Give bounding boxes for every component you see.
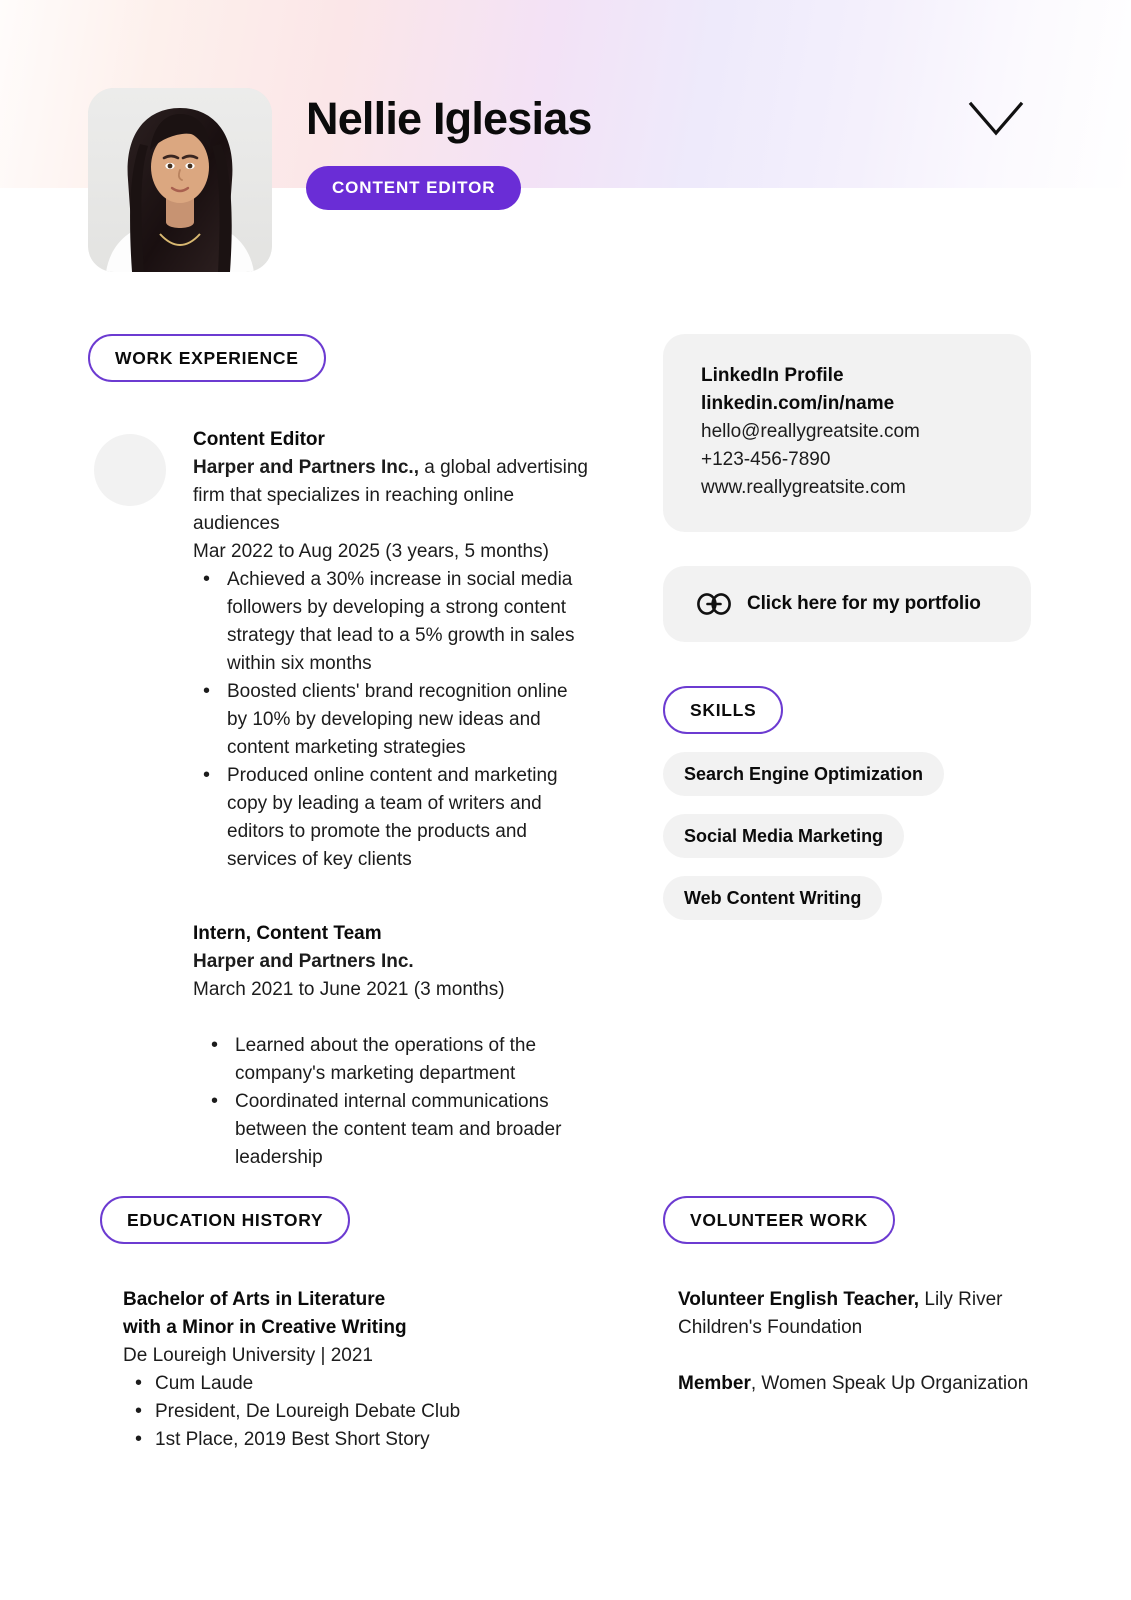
job-title: Intern, Content Team: [193, 923, 382, 944]
list-item: • Cum Laude: [123, 1370, 620, 1398]
website-url[interactable]: www.reallygreatsite.com: [701, 477, 906, 498]
portfolio-link-label: Click here for my portfolio: [747, 593, 981, 614]
right-column: [663, 334, 1031, 920]
job-company: [193, 454, 588, 538]
list-item: • 1st Place, 2019 Best Short Story: [123, 1426, 620, 1454]
list-item: • President, De Loureigh Debate Club: [123, 1398, 620, 1426]
work-entry-1: [88, 426, 588, 874]
left-column: [88, 334, 588, 1172]
role-badge: CONTENT EDITOR: [306, 166, 521, 210]
job-company-bold: Harper and Partners Inc.,: [193, 457, 419, 478]
education-school: De Loureigh University | 2021: [123, 1345, 373, 1366]
list-item: • Achieved a 30% increase in social media followers by developing a strong content strategy that lead to a 5% growth in sales within six months: [193, 566, 588, 678]
linkedin-label: LinkedIn Profile: [701, 365, 844, 386]
list-item: • Produced online content and marketing copy by leading a team of writers and editors to promote the products and services of key clients: [193, 762, 588, 874]
skill-pill: Social Media Marketing: [663, 814, 904, 858]
skills-list: [663, 734, 1031, 920]
job-company-description: a global advertising firm that specializes in reaching online audiences: [193, 457, 588, 534]
job-bullets: [193, 566, 588, 874]
job-dates: Mar 2022 to Aug 2025 (3 years, 5 months): [193, 541, 549, 562]
work-entry-2: [193, 920, 588, 1172]
company-logo-placeholder: [94, 434, 166, 506]
job-company-bold: Harper and Partners Inc.: [193, 951, 414, 972]
list-item: • Boosted clients' brand recognition online by 10% by developing new ideas and content marketing strategies: [193, 678, 588, 762]
skill-pill: Search Engine Optimization: [663, 752, 944, 796]
avatar: [88, 88, 272, 272]
section-heading-skills: SKILLS: [663, 686, 783, 734]
linkedin-url[interactable]: linkedin.com/in/name: [701, 393, 895, 414]
job-bullets: [193, 1032, 588, 1172]
volunteer-section: [663, 1196, 1043, 1398]
volunteer-role: Member: [678, 1373, 751, 1394]
contact-card: [663, 334, 1031, 532]
link-icon: [697, 593, 731, 615]
education-section: [100, 1196, 620, 1454]
section-heading-volunteer-work: VOLUNTEER WORK: [663, 1196, 895, 1244]
email-address[interactable]: hello@reallygreatsite.com: [701, 421, 920, 442]
education-degree-line-1: Bachelor of Arts in Literature: [123, 1289, 386, 1310]
job-dates: March 2021 to June 2021 (3 months): [193, 979, 505, 1000]
volunteer-entry: [678, 1370, 1043, 1398]
volunteer-org: Lily River Children's Foundation: [678, 1289, 1003, 1338]
volunteer-entry: [678, 1286, 1043, 1342]
list-item: • Learned about the operations of the company's marketing department: [201, 1032, 588, 1088]
job-title: Content Editor: [193, 429, 325, 450]
section-heading-work-experience: WORK EXPERIENCE: [88, 334, 326, 382]
chevron-down-icon[interactable]: [968, 100, 1024, 140]
phone-number[interactable]: +123-456-7890: [701, 449, 831, 470]
education-degree-line-2: with a Minor in Creative Writing: [123, 1317, 407, 1338]
resume-header: [0, 0, 1131, 300]
list-item: • Coordinated internal communications between the content team and broader leadership: [201, 1088, 588, 1172]
section-heading-education-history: EDUCATION HISTORY: [100, 1196, 350, 1244]
portfolio-link-button[interactable]: [663, 566, 1031, 642]
volunteer-role: Volunteer English Teacher,: [678, 1289, 920, 1310]
skill-pill: Web Content Writing: [663, 876, 882, 920]
job-company: [193, 948, 588, 976]
education-bullets: [123, 1370, 620, 1454]
page-title: Nellie Iglesias: [306, 93, 592, 144]
volunteer-org: , Women Speak Up Organization: [750, 1373, 1029, 1394]
